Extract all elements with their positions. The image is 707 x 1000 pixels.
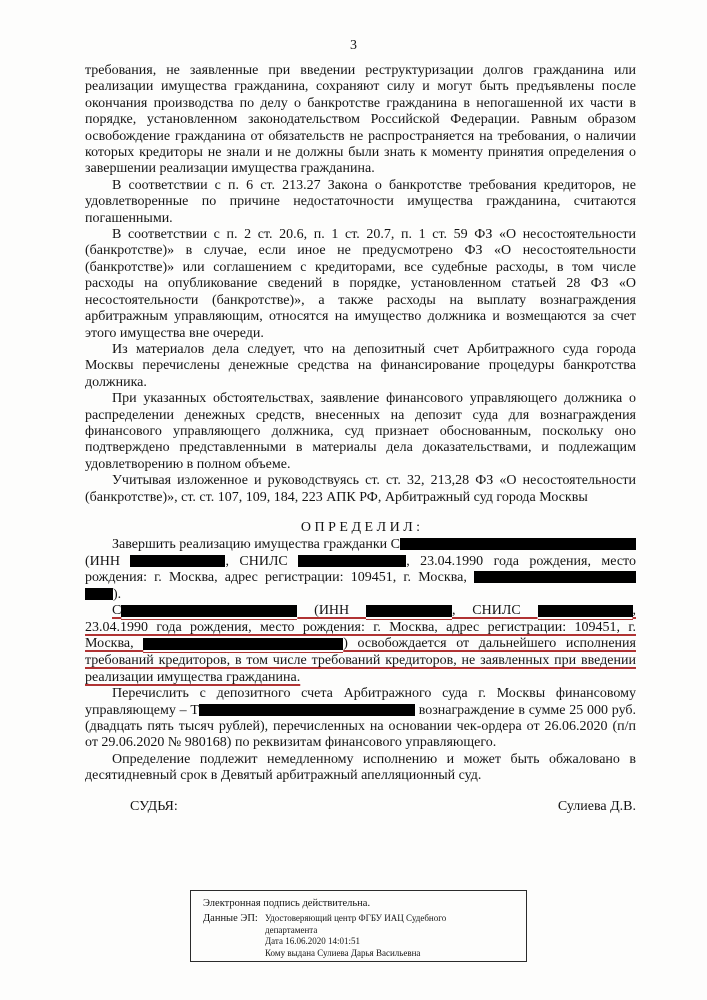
redaction-bar <box>143 638 343 654</box>
signature-data-row <box>203 913 526 959</box>
signature-authority: Удостоверяющий центр ФГБУ ИАЦ Судебного департамента <box>265 913 447 935</box>
judge-row <box>85 799 636 815</box>
appeal-paragraph: Определение подлежит немедленному исполнению и может быть обжаловано в десятидневный срок в Девятый арбитражный апелляционный суд. <box>85 751 636 784</box>
guided-by-paragraph: Учитывая изложенное и руководствуясь ст. ст. 32, 213,28 ФЗ «О несостоятельности (банкротстве)», ст. ст. 107, 109, 184, 223 АПК РФ, Арбитражный суд города Москвы <box>85 473 636 505</box>
judge-name: Сулиева Д.В. <box>557 798 636 814</box>
ruling-release-paragraph: С (ИНН , СНИЛС , 23.04.1990 года рождения, место рождения: г. Москва, адрес регистрации: 109451, г. Москва, ) освобождается от дальнейшего исполнения требований кредиторов, в том числе требований кредиторов, не заявленных при введении реализации имущества гражданина. <box>85 603 636 685</box>
signature-issued-to: Кому выдана Сулиева Дарья Васильевна <box>265 947 421 958</box>
ruling-transfer-paragraph: Перечислить с депозитного счета Арбитражного суда г. Москвы финансовому управляющему – Т вознаграждение в сумме 25 000 руб. (двадцать пять тысяч рублей), перечисленных на основании чек-ордера от 26.06.2020 (п/п от 29.06.2020 № 980168) по реквизитам финансового управляющего. <box>85 686 637 751</box>
document-body <box>85 63 636 815</box>
redaction-bar <box>538 605 633 621</box>
case-materials-paragraph: Из материалов дела следует, что на депозитный счет Арбитражного суда города Москвы перечислены денежные средства на финансирование процедуры банкротства должника. <box>85 341 636 390</box>
redaction-bar <box>298 555 406 567</box>
signature-valid-text: Электронная подпись действительна. <box>203 898 371 909</box>
redaction-bar <box>85 588 113 600</box>
ruling-complete-realization-paragraph: Завершить реализацию имущества гражданки С (ИНН , СНИЛС , 23.04.1990 года рождения, место рождения: г. Москва, адрес регистрации: 109451, г. Москва, ). <box>85 537 636 602</box>
electronic-signature-stamp <box>190 890 527 962</box>
redaction-bar <box>366 605 452 621</box>
redaction-bar <box>121 605 297 621</box>
continuation-paragraph: требования, не заявленные при введении реструктуризации долгов гражданина или реализации имущества гражданина, сохраняют силу и могут быть предъявлены после окончания производства по делу о банкротстве гражданина в непогашенной их части в порядке, установленном законодательством Российской Федерации. Равным образом освобождение гражданина от обязательств не распространяется на требования, о наличии которых кредиторы не знали и не должны были знать к моменту принятия определения о завершении реализации имущества гражданина. <box>85 63 636 177</box>
ruling-heading: О П Р Е Д Е Л И Л : <box>300 519 421 535</box>
law-213-27-paragraph: В соответствии с п. 6 ст. 213.27 Закона о банкротстве требования кредиторов, не удовлетворенные по причине недостаточности имущества гражданина, считаются погашенными. <box>85 177 636 226</box>
signature-data-label: Данные ЭП: <box>203 913 258 924</box>
circumstances-paragraph: При указанных обстоятельствах, заявление финансового управляющего должника о распределении денежных средств, внесенных на депозит суда для вознаграждения финансового управляющего должника, суд признает обоснованным, поскольку оно подтверждено представленными в материалы дела доказательствами, и подлежащим удовлетворению в полном объеме. <box>85 391 636 472</box>
redaction-bar <box>474 571 636 583</box>
page-number: 3 <box>350 38 357 53</box>
redaction-bar <box>199 704 415 716</box>
redaction-bar <box>400 538 636 550</box>
law-20-6-paragraph: В соответствии с п. 2 ст. 20.6, п. 1 ст. 20.7, п. 1 ст. 59 ФЗ «О несостоятельности (банкротстве)» в случае, если иное не предусмотрено ФЗ «О несостоятельности (банкротстве)» или соглашением с кредиторами, все судебные расходы, в том числе расходы на опубликование сведений в порядке, установленном статьей 28 ФЗ «О несостоятельности (банкротстве)», а также расходы на выплату вознаграждения арбитражным управляющим, относятся на имущество должника и возмещаются за счет этого имущества вне очереди. <box>85 227 636 341</box>
redaction-bar <box>130 555 225 567</box>
signature-details <box>265 913 460 959</box>
judge-label: СУДЬЯ: <box>130 798 178 814</box>
signature-date: Дата 16.06.2020 14:01:51 <box>265 936 360 946</box>
